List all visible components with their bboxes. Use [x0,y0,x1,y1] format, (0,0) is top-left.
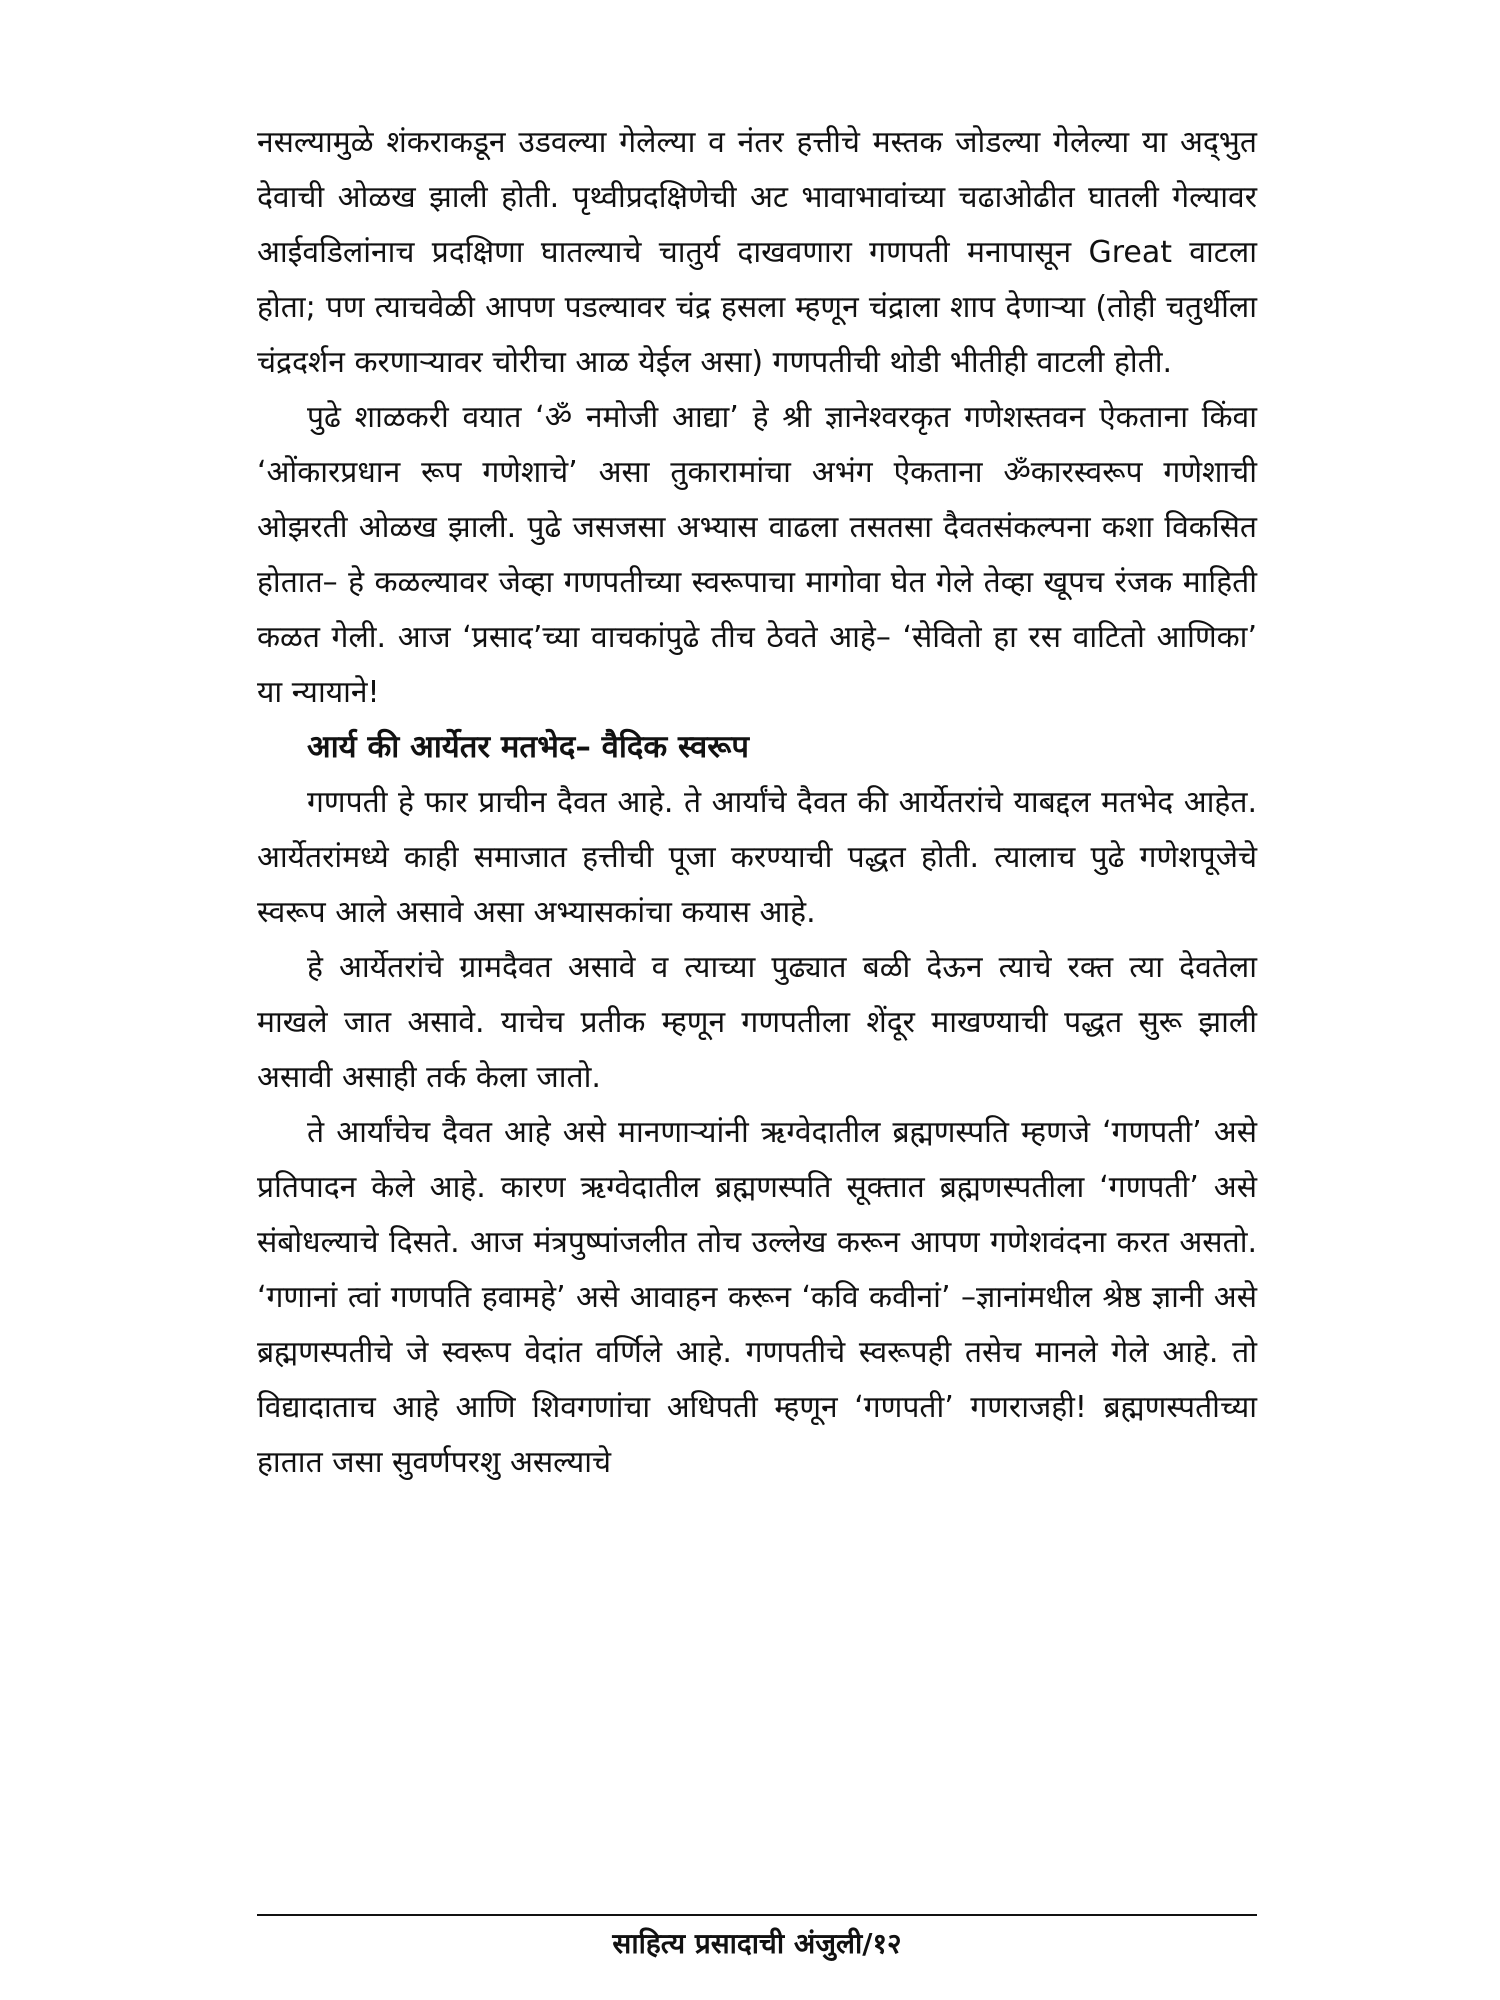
paragraph-5: ते आर्यांचेच दैवत आहे असे मानणाऱ्यांनी ऋग्वेदातील ब्रह्मणस्पति म्हणजे ‘गणपती’ असे प्रतिपादन केले आहे. कारण ऋग्वेदातील ब्रह्मणस्पति सूक्तात ब्रह्मणस्पतीला ‘गणपती’ असे संबोधल्याचे दिसते. आज मंत्रपुष्पांजलीत तोच उल्लेख करून आपण गणेशवंदना करत असतो. ‘गणानां त्वां गणपति हवामहे’ असे आवाहन करून ‘कवि कवीनां’ –ज्ञानांमधील श्रेष्ठ ज्ञानी असे ब्रह्मणस्पतीचे जे स्वरूप वेदांत वर्णिले आहे. गणपतीचे स्वरूपही तसेच मानले गेले आहे. तो विद्यादाताच आहे आणि शिवगणांचा अधिपती म्हणून ‘गणपती’ गणराजही! ब्रह्मणस्पतीच्या हातात जसा सुवर्णपरशु असल्याचे [257,1115,1257,1480]
body-text [257,115,1257,1490]
section-heading: आर्य की आर्येतर मतभेद– वैदिक स्वरूप [307,729,749,765]
paragraph-3: गणपती हे फार प्राचीन दैवत आहे. ते आर्यांचे दैवत की आर्येतरांचे याबद्दल मतभेद आहेत. आर्येतरांमध्ये काही समाजात हत्तीची पूजा करण्याची पद्धत होती. त्यालाच पुढे गणेशपूजेचे स्वरूप आले असावे असा अभ्यासकांचा कयास आहे. [257,785,1257,930]
paragraph-2: पुढे शाळकरी वयात ‘ॐ नमोजी आद्या’ हे श्री ज्ञानेश्वरकृत गणेशस्तवन ऐकताना किंवा ‘ओंकारप्रधान रूप गणेशाचे’ असा तुकारामांचा अभंग ऐकताना ॐकारस्वरूप गणेशाची ओझरती ओळख झाली. पुढे जसजसा अभ्यास वाढला तसतसा दैवतसंकल्पना कशा विकसित होतात– हे कळल्यावर जेव्हा गणपतीच्या स्वरूपाचा मागोवा घेत गेले तेव्हा खूपच रंजक माहिती कळत गेली. आज ‘प्रसाद’च्या वाचकांपुढे तीच ठेवते आहे– ‘सेवितो हा रस वाटितो आणिका’ या न्यायाने! [257,400,1257,710]
footer-divider [257,1914,1257,1916]
paragraph-4: हे आर्येतरांचे ग्रामदैवत असावे व त्याच्या पुढ्यात बळी देऊन त्याचे रक्त त्या देवतेला माखले जात असावे. याचेच प्रतीक म्हणून गणपतीला शेंदूर माखण्याची पद्धत सुरू झाली असावी असाही तर्क केला जातो. [257,950,1257,1095]
paragraph-1: नसल्यामुळे शंकराकडून उडवल्या गेलेल्या व नंतर हत्तीचे मस्तक जोडल्या गेलेल्या या अद्‌भुत देवाची ओळख झाली होती. पृथ्वीप्रदक्षिणेची अट भावाभावांच्या चढाओढीत घातली गेल्यावर आईवडिलांनाच प्रदक्षिणा घातल्याचे चातुर्य दाखवणारा गणपती मनापासून Great वाटला होता; पण त्याचवेळी आपण पडल्यावर चंद्र हसला म्हणून चंद्राला शाप देणाऱ्या (तोही चतुर्थीला चंद्रदर्शन करणाऱ्यावर चोरीचा आळ येईल असा) गणपतीची थोडी भीतीही वाटली होती. [257,125,1257,380]
page-footer: साहित्य प्रसादाची अंजुली/१२ [612,1927,902,1960]
